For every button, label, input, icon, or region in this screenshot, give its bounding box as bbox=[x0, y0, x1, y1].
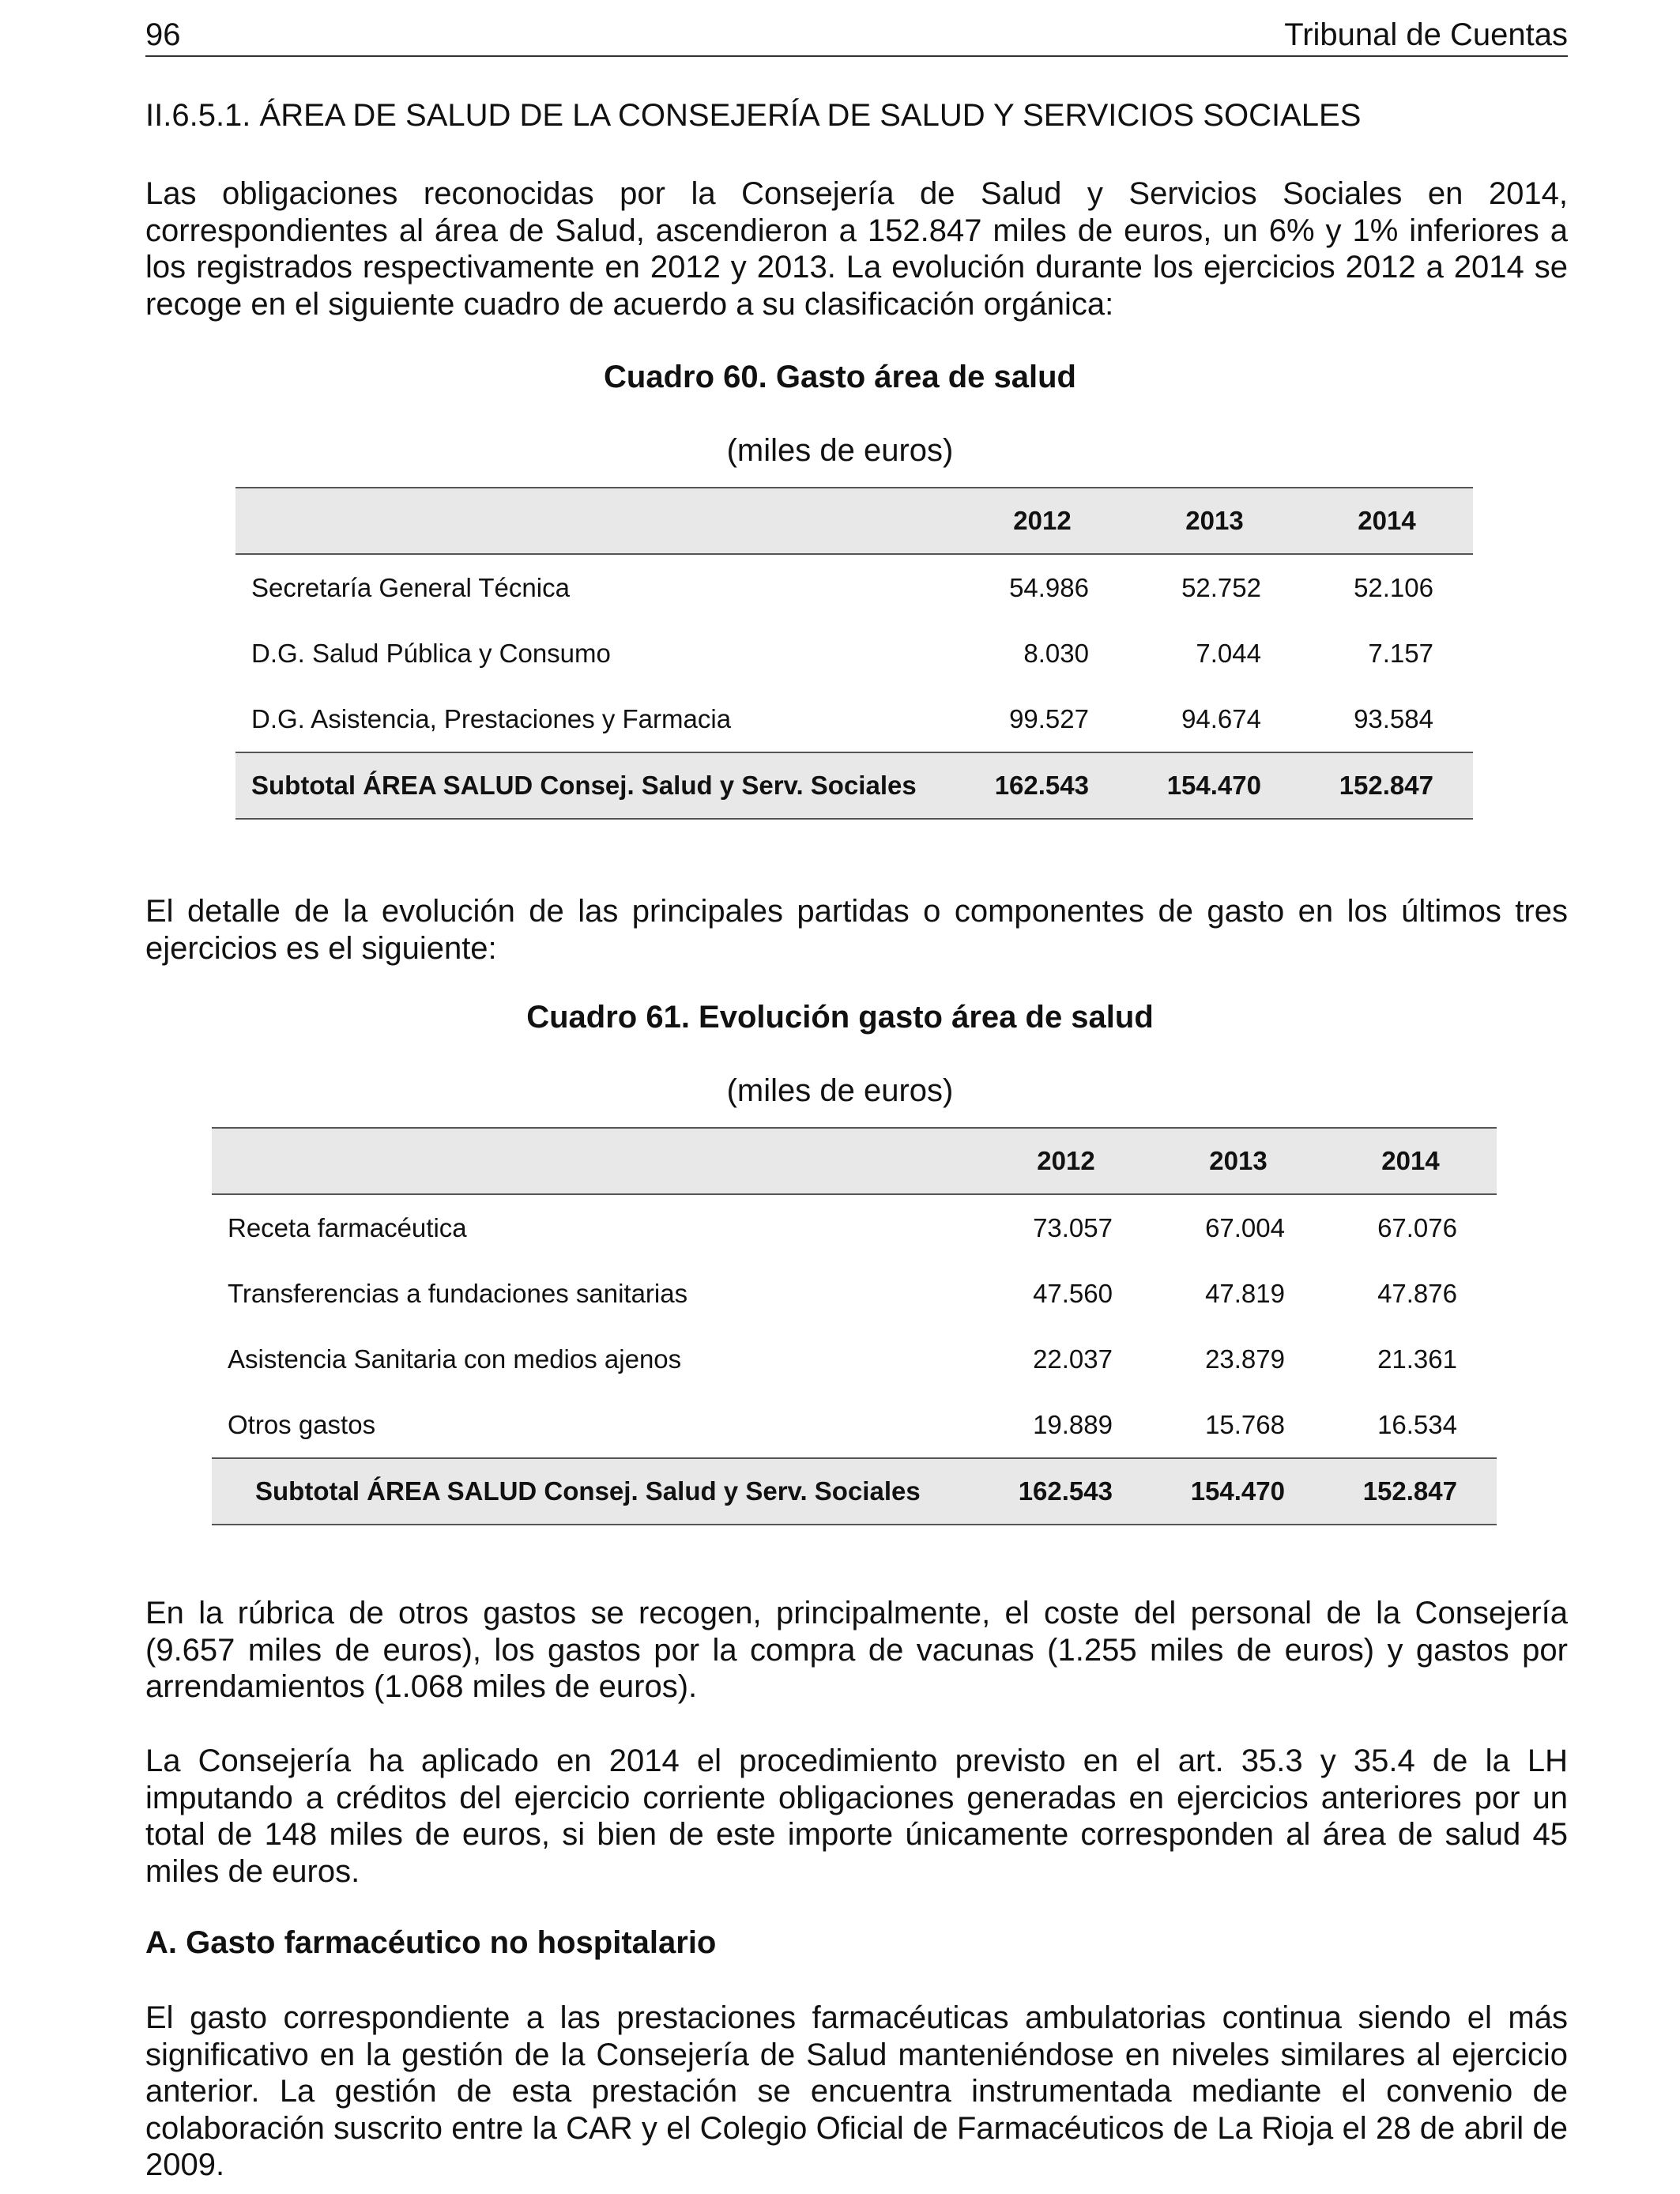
subtotal-row bbox=[212, 1458, 1497, 1525]
subtotal-value: 162.543 bbox=[956, 752, 1128, 819]
cell-value: 47.819 bbox=[1205, 1278, 1285, 1308]
row-label: D.G. Asistencia, Prestaciones y Farmacia bbox=[251, 703, 732, 733]
cell-value: 8.030 bbox=[1023, 638, 1089, 668]
cell-value: 16.534 bbox=[1377, 1409, 1457, 1439]
table-row bbox=[235, 620, 1473, 686]
table-header-row bbox=[235, 488, 1473, 554]
subtotal-value: 152.847 bbox=[1324, 1458, 1497, 1525]
paragraph-intro: Las obligaciones reconocidas por la Consejería de Salud y Servicios Sociales en 2014, correspondientes al área de Salud, ascendieron a 152.847 miles de euros, un 6% y 1% inferiores a los registrados respectivamente en 2012 y 2013. La evolución durante los ejercicios 2012 a 2014 se recoge en el siguiente cuadro de acuerdo a su clasificación orgánica: bbox=[145, 176, 1568, 322]
cell-value: 99.527 bbox=[1009, 703, 1089, 733]
header-cell: 2012 bbox=[980, 1128, 1152, 1194]
header-cell bbox=[235, 488, 956, 554]
header-cell: 2013 bbox=[1152, 1128, 1324, 1194]
row-label: Receta farmacéutica bbox=[228, 1212, 467, 1242]
row-label: Transferencias a fundaciones sanitarias bbox=[228, 1278, 688, 1308]
table-row bbox=[212, 1326, 1497, 1392]
cell-value: 21.361 bbox=[1377, 1344, 1457, 1374]
publication-name: Tribunal de Cuentas bbox=[1284, 17, 1568, 52]
table60-units: (miles de euros) bbox=[726, 433, 954, 468]
cell-value: 15.768 bbox=[1205, 1409, 1285, 1439]
header-cell bbox=[212, 1128, 980, 1194]
cell-value: 47.560 bbox=[1033, 1278, 1113, 1308]
subtotal-value: 162.543 bbox=[980, 1458, 1152, 1525]
table-row bbox=[212, 1392, 1497, 1458]
cell-value: 94.674 bbox=[1181, 703, 1261, 733]
table60-title: Cuadro 60. Gasto área de salud bbox=[604, 360, 1076, 394]
row-label: Secretaría General Técnica bbox=[251, 572, 570, 602]
table-row bbox=[212, 1261, 1497, 1326]
row-label: Otros gastos bbox=[228, 1409, 376, 1439]
page-header bbox=[145, 14, 1568, 57]
subtotal-label: Subtotal ÁREA SALUD Consej. Salud y Serv. Sociales bbox=[235, 752, 956, 819]
header-cell: 2014 bbox=[1324, 1128, 1497, 1194]
table-header-row bbox=[212, 1128, 1497, 1194]
subtotal-row bbox=[235, 752, 1473, 819]
subtotal-value: 152.847 bbox=[1301, 752, 1473, 819]
table61-units: (miles de euros) bbox=[726, 1073, 954, 1108]
cell-value: 67.004 bbox=[1205, 1212, 1285, 1242]
table60 bbox=[235, 487, 1473, 820]
subtotal-label: Subtotal ÁREA SALUD Consej. Salud y Serv. Sociales bbox=[212, 1458, 980, 1525]
subtotal-value: 154.470 bbox=[1128, 752, 1301, 819]
row-label: D.G. Salud Pública y Consumo bbox=[251, 638, 611, 668]
header-cell: 2014 bbox=[1301, 488, 1473, 554]
cell-value: 19.889 bbox=[1033, 1409, 1113, 1439]
header-cell: 2013 bbox=[1128, 488, 1301, 554]
paragraph-other-expenses: En la rúbrica de otros gastos se recogen, principalmente, el coste del personal de la Consejería (9.657 miles de euros), los gastos por la compra de vacunas (1.255 miles de euros) y gastos por arrendamientos (1.068 miles de euros). bbox=[145, 1596, 1568, 1704]
table61-title: Cuadro 61. Evolución gasto área de salud bbox=[526, 1000, 1154, 1035]
cell-value: 54.986 bbox=[1009, 572, 1089, 602]
cell-value: 73.057 bbox=[1033, 1212, 1113, 1242]
table-row bbox=[235, 554, 1473, 620]
cell-value: 47.876 bbox=[1377, 1278, 1457, 1308]
page-number: 96 bbox=[145, 17, 181, 52]
paragraph-detail: El detalle de la evolución de las principales partidas o componentes de gasto en los últimos tres ejercicios es el siguiente: bbox=[145, 894, 1568, 966]
cell-value: 23.879 bbox=[1205, 1344, 1285, 1374]
row-label: Asistencia Sanitaria con medios ajenos bbox=[228, 1344, 682, 1374]
cell-value: 52.752 bbox=[1181, 572, 1261, 602]
cell-value: 7.044 bbox=[1196, 638, 1261, 668]
subheading: A. Gasto farmacéutico no hospitalario bbox=[145, 1925, 717, 1960]
table-row bbox=[235, 686, 1473, 752]
paragraph-pharma: El gasto correspondiente a las prestaciones farmacéuticas ambulatorias continua siendo el más significativo en la gestión de la Consejería de Salud manteniéndose en niveles similares al ejercicio anterior. La gestión de esta prestación se encuentra instrumentada mediante el convenio de colaboración suscrito entre la CAR y el Colegio Oficial de Farmacéuticos de La Rioja el 28 de abril de 2009. bbox=[145, 2000, 1568, 2182]
subtotal-value: 154.470 bbox=[1152, 1458, 1324, 1525]
cell-value: 52.106 bbox=[1354, 572, 1433, 602]
header-cell: 2012 bbox=[956, 488, 1128, 554]
table61 bbox=[212, 1127, 1497, 1525]
paragraph-procedure: La Consejería ha aplicado en 2014 el procedimiento previsto en el art. 35.3 y 35.4 de la LH imputando a créditos del ejercicio corriente obligaciones generadas en ejercicios anteriores por un total de 148 miles de euros, si bien de este importe únicamente corresponden al área de salud 45 miles de euros. bbox=[145, 1744, 1568, 1889]
cell-value: 93.584 bbox=[1354, 703, 1433, 733]
table-row bbox=[212, 1194, 1497, 1261]
cell-value: 67.076 bbox=[1377, 1212, 1457, 1242]
section-title: II.6.5.1. ÁREA DE SALUD DE LA CONSEJERÍA DE SALUD Y SERVICIOS SOCIALES bbox=[145, 98, 1362, 133]
cell-value: 22.037 bbox=[1033, 1344, 1113, 1374]
cell-value: 7.157 bbox=[1368, 638, 1433, 668]
